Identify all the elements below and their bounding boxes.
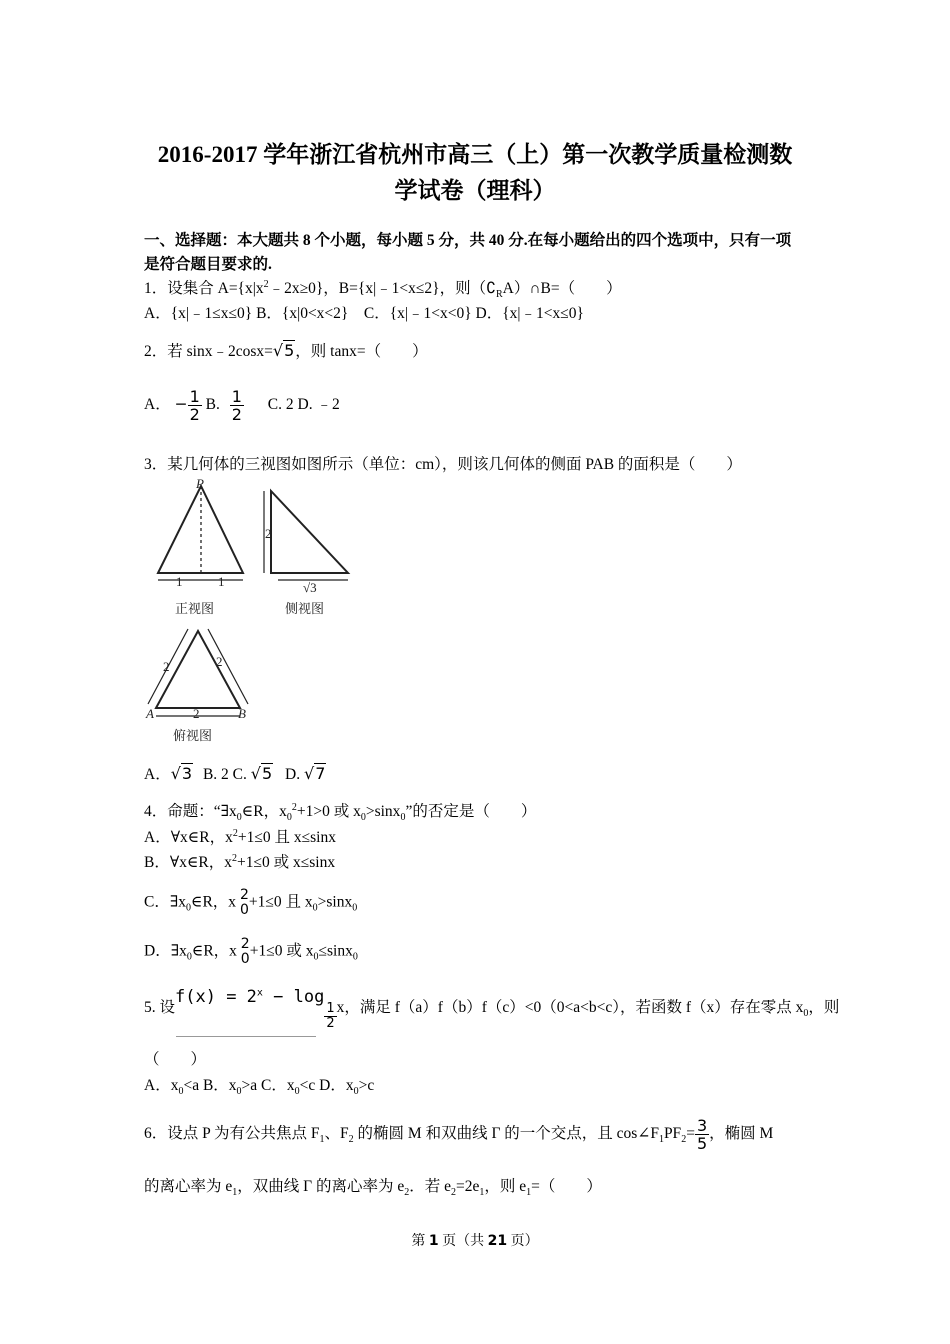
- sup: 2: [232, 852, 238, 864]
- question-5-options: [144, 1073, 374, 1097]
- log-base-fraction: [324, 1002, 336, 1031]
- page-footer: [0, 1230, 950, 1250]
- exponent-stack: [240, 888, 249, 918]
- q6-text: ，双曲线 Γ 的离心率为 e: [237, 1178, 405, 1195]
- q4-text: >sinx: [365, 803, 401, 820]
- radicand: 5: [284, 341, 295, 360]
- stack-top: 2: [240, 936, 250, 952]
- label-edge-bottom: 2: [193, 706, 200, 721]
- radicand: 5: [261, 764, 273, 783]
- question-6-stem-line2: [144, 1174, 602, 1198]
- q5-text: A．x: [144, 1077, 179, 1094]
- label-p: P: [196, 476, 204, 491]
- question-4-stem: [144, 799, 536, 823]
- q4-text: ∈R，x: [241, 803, 287, 820]
- caption-top-view: 俯视图: [173, 728, 213, 743]
- option-a-label: A．: [144, 766, 171, 783]
- sub: 0: [352, 951, 358, 963]
- q5-text: <c D．x: [299, 1077, 354, 1094]
- question-5-stem: [144, 987, 840, 1031]
- sub: 0: [286, 812, 292, 824]
- sub: 0: [803, 1008, 809, 1020]
- q5-text: ，则: [808, 999, 840, 1017]
- numerator: 3: [696, 1116, 708, 1135]
- q6-text: =（ ）: [531, 1178, 602, 1195]
- option-d-label: D.: [285, 766, 301, 783]
- options-c-d: C. 2 D. ﹣2: [267, 396, 340, 414]
- sqrt-5: √5: [250, 764, 273, 783]
- formula-underline: [176, 1036, 316, 1037]
- q5-text: 5. 设: [144, 999, 176, 1017]
- sub: 0: [178, 1086, 184, 1098]
- q1-text: ﹣2x≥0}，B={x|﹣1<x≤2}，则（∁: [268, 280, 496, 297]
- denominator: 2: [326, 1016, 335, 1031]
- q4-text: +1≤0 或 x≤sinx: [237, 854, 336, 871]
- question-4-option-b: [144, 850, 335, 872]
- formula-log: − log: [262, 987, 325, 1008]
- sqrt-5: √5: [272, 341, 295, 360]
- denominator: 2: [189, 405, 200, 424]
- q4-text: >sinx: [317, 893, 353, 911]
- q6-text: ．若 e: [409, 1178, 451, 1195]
- radicand: 7: [315, 764, 326, 783]
- q1-text: 1．设集合 A={x|x: [144, 280, 264, 297]
- label-edge-right: 2: [216, 654, 223, 669]
- q6-text: 的椭圆 M 和双曲线 Γ 的一个交点，且 cos∠F: [353, 1125, 659, 1143]
- label-side-height: 2: [265, 526, 272, 541]
- question-4-option-a: [144, 825, 336, 847]
- sub: 0: [186, 902, 191, 914]
- fraction-neg-half: [188, 388, 202, 423]
- q1-text: A）∩B=（ ）: [502, 280, 622, 297]
- q2-text: ，则 tanx=（ ）: [295, 343, 428, 360]
- section-instruction-line1: 一、选择题：本大题共 8 个小题，每小题 5 分，共 40 分.在每小题给出的四个选项中，只有一项: [144, 232, 792, 249]
- stack-top: 2: [239, 887, 249, 903]
- q6-text: =: [686, 1125, 695, 1143]
- q1-sup: 2: [263, 278, 269, 290]
- sub: 1: [232, 1187, 238, 1199]
- stack-bottom: 0: [240, 951, 250, 967]
- q4-text: +1≤0 且 x≤sinx: [237, 829, 336, 846]
- label-a: A: [146, 706, 154, 721]
- q6-text: =2e: [456, 1178, 480, 1195]
- top-view-right-dimension: [208, 629, 248, 704]
- q5-text: >c: [358, 1077, 375, 1094]
- sub: 0: [236, 1086, 242, 1098]
- q4-text: ∈R，x: [191, 893, 237, 911]
- option-b-label: B.: [205, 396, 220, 414]
- q4-text: ”的否定是（ ）: [405, 803, 537, 820]
- question-3-stem: 3．某几何体的三视图如图所示（单位：cm），则该几何体的侧面 PAB 的面积是（ ）: [144, 456, 742, 473]
- q4-text: 4．命题：“∃x: [144, 803, 237, 820]
- footer-text: 第: [411, 1234, 429, 1249]
- sub: 0: [360, 812, 366, 824]
- sub: 2: [404, 1187, 410, 1199]
- sqrt-3: √3: [170, 764, 193, 783]
- q5-text: x，满足 f（a）f（b）f（c）<0（0<a<b<c），若函数 f（x）存在零点 x: [336, 999, 804, 1017]
- three-view-figure: [143, 476, 353, 746]
- options-b-c-label: B. 2 C.: [202, 766, 247, 783]
- sub: 1: [479, 1187, 485, 1199]
- q1-sub: R: [495, 289, 503, 301]
- exam-title-line1: 2016-2017 学年浙江省杭州市高三（上）第一次教学质量检测数: [157, 142, 793, 167]
- function-formula: [175, 987, 324, 1007]
- option-a-label: A．: [144, 396, 171, 414]
- q4-text: +1>0 或 x: [296, 803, 361, 820]
- q2-text: 2．若 sinx﹣2cosx=: [144, 343, 273, 360]
- sub: 0: [236, 812, 242, 824]
- formula-text: f(x) = 2: [175, 987, 257, 1008]
- sup: 2: [232, 827, 238, 839]
- q4-text: C．∃x: [144, 893, 186, 911]
- sub: 1: [319, 1134, 325, 1146]
- sub: 1: [658, 1134, 664, 1146]
- q6-text: 、F: [324, 1125, 349, 1143]
- sub: 0: [313, 951, 319, 963]
- section-instruction-line2: 是符合题目要求的.: [144, 256, 272, 273]
- minus-sign: −: [174, 395, 188, 414]
- question-5-paren: （ ）: [144, 1051, 207, 1068]
- sub: 2: [348, 1134, 354, 1146]
- question-1-stem: [144, 276, 622, 300]
- sub: 2: [451, 1187, 456, 1199]
- total-pages: 21: [487, 1233, 508, 1249]
- question-6-stem-line1: [144, 1117, 773, 1152]
- sub: 0: [186, 951, 192, 963]
- sub: 0: [400, 812, 406, 824]
- label-side-base: √3: [303, 580, 317, 595]
- footer-text: 页）: [507, 1234, 539, 1249]
- sub: 0: [294, 1086, 300, 1098]
- sub: 0: [353, 1086, 359, 1098]
- footer-text: 页（共: [438, 1234, 488, 1249]
- question-2-stem: [144, 339, 428, 361]
- label-b: B: [238, 706, 246, 721]
- sub: 0: [352, 902, 358, 914]
- label-side-base-value: 3: [310, 580, 317, 595]
- q6-text: ，则 e: [484, 1178, 527, 1195]
- exponent-stack: [241, 937, 250, 967]
- side-view-triangle: [271, 491, 348, 573]
- fraction-half: [230, 388, 244, 423]
- question-2-options: [144, 388, 340, 423]
- label-edge-left: 2: [163, 659, 170, 674]
- denominator: 5: [696, 1134, 708, 1153]
- q4-text: +1≤0 且 x: [248, 893, 313, 911]
- q6-text: 6．设点 P 为有公共焦点 F: [144, 1125, 320, 1143]
- numerator: 1: [189, 387, 200, 406]
- numerator: 1: [231, 387, 242, 406]
- sub: 0: [312, 902, 318, 914]
- sqrt-7: √7: [304, 764, 326, 783]
- denominator: 2: [231, 405, 242, 424]
- q4-text: B．∀x∈R，x: [144, 854, 233, 871]
- caption-side-view: 侧视图: [285, 601, 325, 616]
- label-one-left: 1: [176, 574, 183, 589]
- fraction-three-fifths: [695, 1117, 709, 1152]
- q4-text: +1≤0 或 x: [249, 942, 314, 960]
- sub: 2: [681, 1134, 687, 1146]
- q4-text: A．∀x∈R，x: [144, 829, 233, 846]
- q6-text: ，椭圆 M: [709, 1125, 774, 1143]
- q5-text: <a B．x: [183, 1077, 237, 1094]
- label-one-right: 1: [218, 574, 225, 589]
- caption-front-view: 正视图: [175, 601, 215, 616]
- question-4-option-c: [144, 888, 357, 918]
- stack-bottom: 0: [239, 902, 249, 918]
- sup: 2: [291, 801, 297, 813]
- q4-text: ∈R，x: [191, 942, 237, 960]
- radicand: 3: [181, 764, 193, 783]
- question-4-option-d: [144, 937, 358, 967]
- formula-exponent: x: [256, 987, 263, 999]
- question-1-options: A．{x|﹣1≤x≤0} B．{x|0<x<2} C．{x|﹣1<x<0} D．{x|﹣1<x≤0}: [144, 305, 584, 322]
- q4-text: D．∃x: [144, 942, 187, 960]
- q5-text: >a C．x: [241, 1077, 295, 1094]
- exam-title-line2: 学试卷（理科）: [394, 178, 556, 203]
- q6-text: PF: [663, 1125, 682, 1143]
- q6-text: 的离心率为 e: [144, 1178, 233, 1195]
- numerator: 1: [326, 1001, 335, 1016]
- question-3-options: [144, 762, 326, 784]
- q4-text: ≤sinx: [318, 942, 353, 960]
- page-number: 1: [428, 1233, 439, 1249]
- sub: 1: [526, 1187, 532, 1199]
